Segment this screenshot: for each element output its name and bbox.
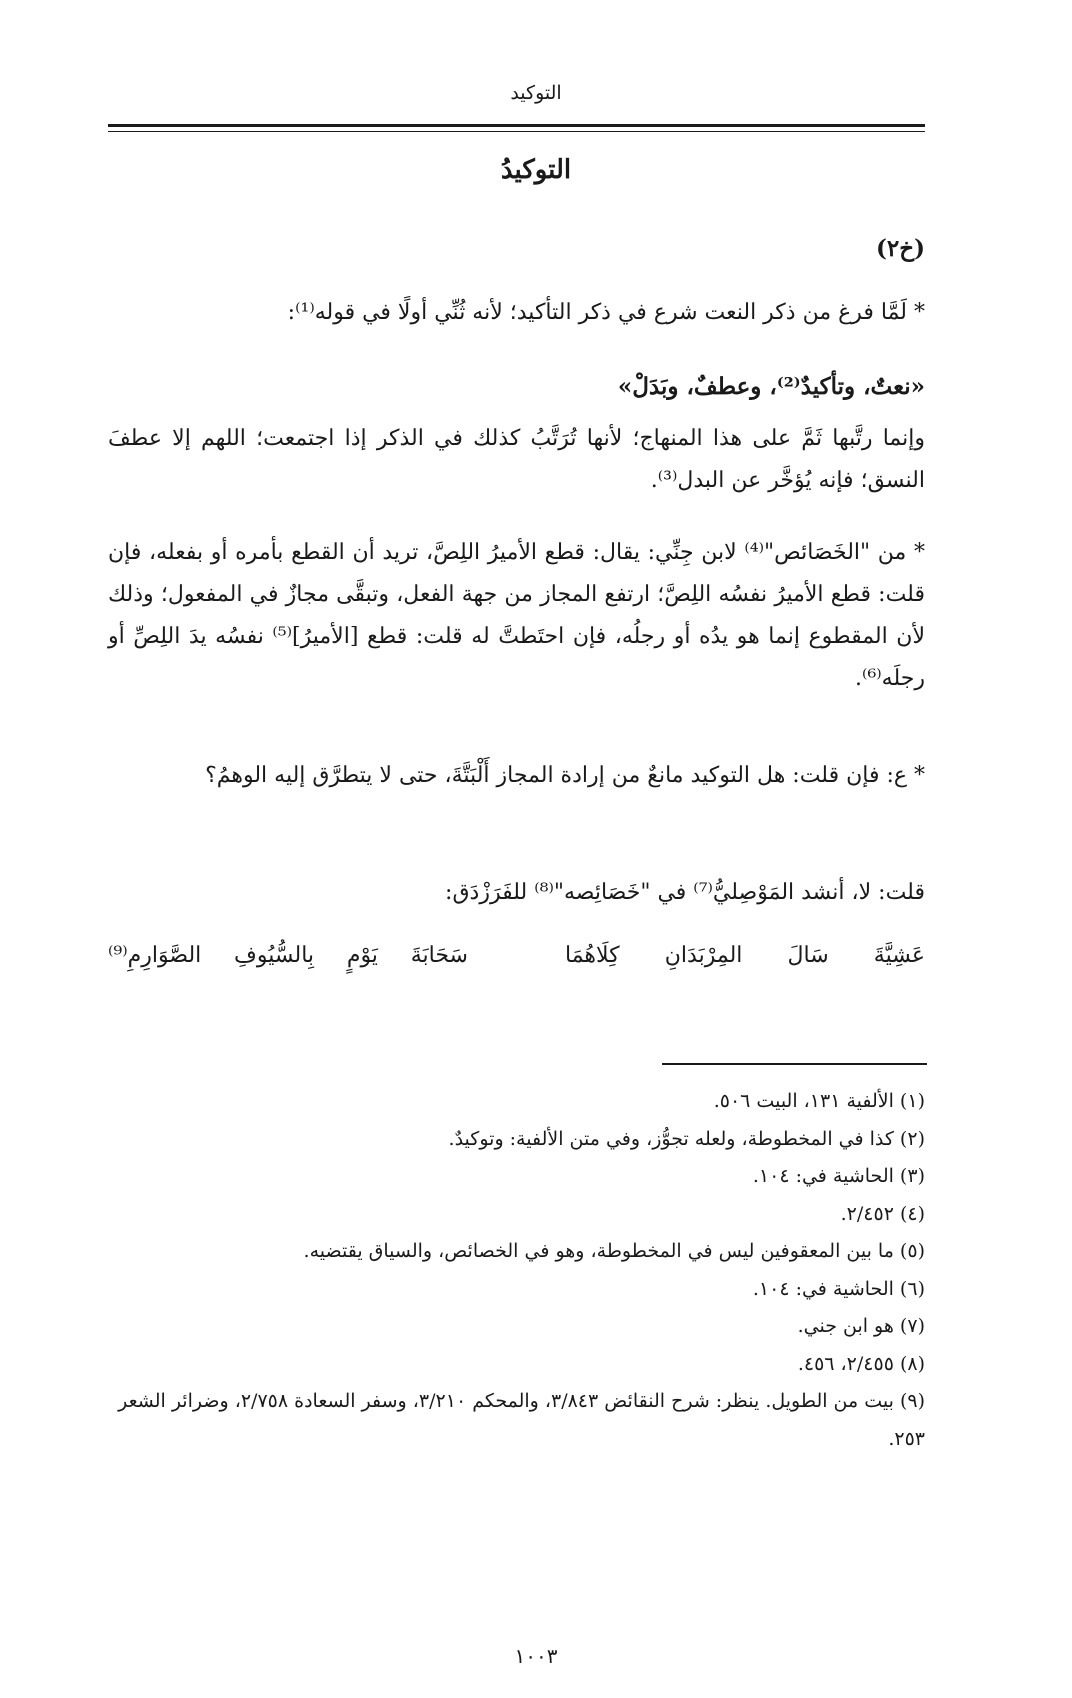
- footnote-separator: [662, 1063, 927, 1065]
- verse-first-hemistich: عَشِيَّةَ سَالَ المِرْبَدَانِ كِلَاهُمَا: [565, 943, 925, 968]
- paragraph-5: قلت: لا، أنشد المَوْصِليُّ⁽⁷⁾ في "خَصَائِصه"⁽⁸⁾ للفَرَزْدَق:: [445, 880, 925, 905]
- header-rule-thick: [108, 124, 925, 127]
- footnote-5: (٥) ما بين المعقوفين ليس في المخطوطة، وهو في الخصائص، والسياق يقتضيه.: [303, 1240, 925, 1262]
- footnote-9: (٩) بيت من الطويل. ينظر: شرح النقائض ٣/٨٤٣، والمحكم ٣/٢١٠، وسفر السعادة ٢/٧٥٨، وضرائر الشعر ٢٥٣.: [118, 1390, 925, 1450]
- footnote-2: (٢) كذا في المخطوطة، ولعله تجوُّز، وفي متن الألفية: وتوكيدٌ.: [448, 1127, 925, 1150]
- manuscript-reference: (خ٢): [876, 235, 925, 262]
- footnotes: [108, 1083, 925, 1458]
- footnote-6: (٦) الحاشية في: ١٠٤.: [752, 1277, 925, 1300]
- verse-second-hemistich: سَحَابَةَ يَوْمٍ بِالسُّيُوفِ الصَّوَارِمِ⁽⁹⁾: [108, 943, 468, 968]
- footnote-7: (٧) هو ابن جني.: [797, 1315, 925, 1337]
- footnote-4: (٤) ٢/٤٥٢.: [840, 1202, 925, 1225]
- paragraph-2: وإنما رتَّبها ثَمَّ على هذا المنهاج؛ لأنها تُرَتَّبُ كذلك في الذكر إذا اجتمعت؛ اللهم إلا عطفَ النسق؛ فإنه يُؤخَّر عن البدل⁽³⁾.: [108, 426, 925, 493]
- poetry-verse: [108, 935, 925, 977]
- header-rule-thin: [108, 131, 925, 132]
- section-title: التوكيدُ: [500, 155, 572, 185]
- quoted-verse-line: «نعتٌ، وتأكيدٌ⁽²⁾، وعطفٌ، وبَدَلْ»: [617, 373, 925, 400]
- paragraph-1: * لَمَّا فرغ من ذكر النعت شرع في ذكر التأكيد؛ لأنه ثُنِّي أولًا في قوله⁽¹⁾:: [287, 300, 925, 325]
- running-header: التوكيد: [510, 82, 562, 104]
- paragraph-4: * ع: فإن قلت: هل التوكيد مانعٌ من إرادة المجاز أَلْبَتَّةَ، حتى لا يتطرَّق إليه الوهمُ؟: [205, 763, 925, 788]
- paragraph-3: * من "الخَصَائص"⁽⁴⁾ لابن جِنِّي: يقال: قطع الأميرُ اللِصَّ، تريد أن القطع بأمره أو بفعله، فإن قلت: قطع الأميرُ نفسُه اللِصَّ؛ ارتفع المجاز من جهة الفعل، وتبقَّى مجازٌ في المفعول؛ وذلك لأن المقطوع إنما هو يدُه أو رجلُه، فإن احتَطتَّ له قلت: قطع [الأميرُ]⁽⁵⁾ نفسُه يدَ اللِصِّ أو رجلَه⁽⁶⁾.: [108, 540, 925, 691]
- footnote-8: (٨) ٢/٤٥٥، ٤٥٦.: [797, 1352, 925, 1375]
- footnote-1: (١) الألفية ١٣١، البيت ٥٠٦.: [713, 1090, 925, 1112]
- page-number: ١٠٠٣: [514, 1644, 558, 1668]
- footnote-3: (٣) الحاشية في: ١٠٤.: [752, 1165, 925, 1187]
